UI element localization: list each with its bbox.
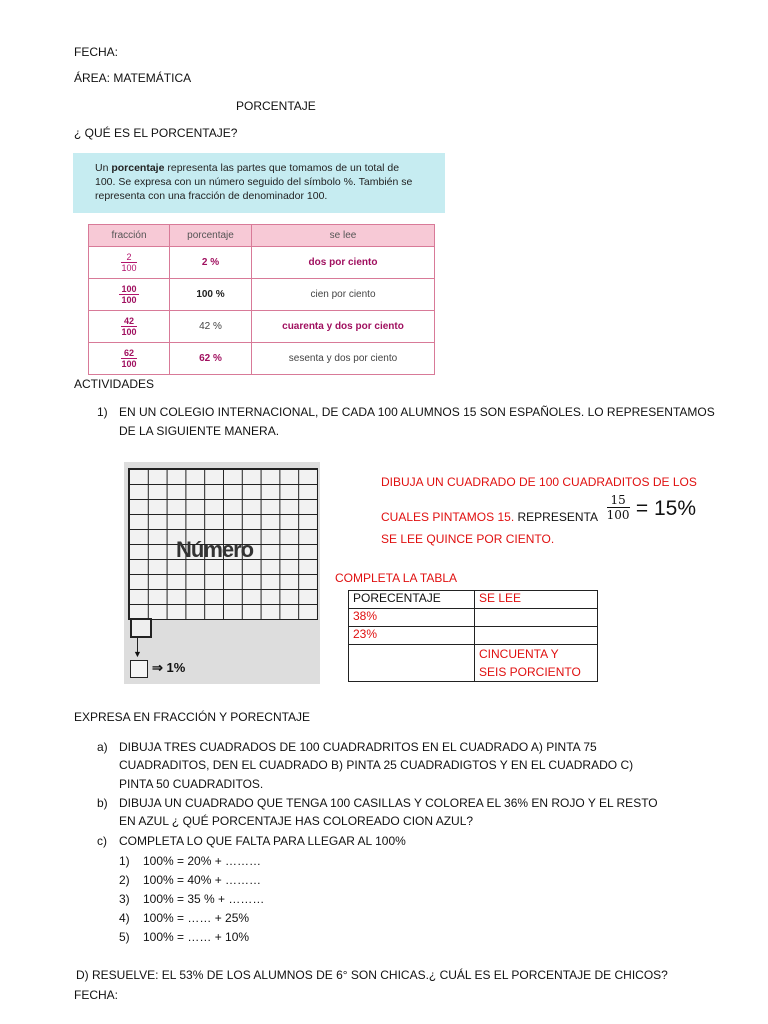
fraction-denominator: 100 xyxy=(121,294,137,305)
grid-overlay-label: Número xyxy=(176,537,254,562)
table-row xyxy=(349,627,598,645)
page-title: PORCENTAJE xyxy=(236,99,316,113)
table-row xyxy=(89,343,435,375)
definition-pre: Un xyxy=(95,162,112,174)
unit-square-icon xyxy=(130,660,148,678)
question-heading: ¿ QUÉ ES EL PORCENTAJE? xyxy=(74,126,238,140)
fraction-cell xyxy=(89,279,170,311)
item1-line2: DE LA SIGUIENTE MANERA. xyxy=(119,424,280,438)
fraction-numerator: 42 xyxy=(121,316,136,327)
read-cell-56 xyxy=(475,645,598,682)
definition-box xyxy=(73,153,445,213)
read-cell: cuarenta y dos por ciento xyxy=(252,311,435,343)
sub-item-text: 100% = 40% + ……… xyxy=(143,873,262,887)
instruction-line3: SE LEE QUINCE POR CIENTO. xyxy=(381,532,555,546)
fecha-label-2: FECHA: xyxy=(74,988,119,1002)
definition-line3: representa con una fracción de denominador 100. xyxy=(95,190,328,202)
area-label: ÁREA: MATEMÁTICA xyxy=(74,71,192,85)
answer-cell[interactable] xyxy=(475,609,598,627)
read-cell: sesenta y dos por ciento xyxy=(252,343,435,375)
percentage-reference-table xyxy=(88,224,435,375)
arrow-head-icon: ▼ xyxy=(133,649,142,659)
pct-cell-38: 38% xyxy=(349,609,475,627)
header-se-lee: SE LEE xyxy=(475,591,598,609)
completa-title: COMPLETA LA TABLA xyxy=(335,571,458,585)
answer-cell[interactable] xyxy=(475,627,598,645)
answer-cell[interactable] xyxy=(349,645,475,682)
item1-number: 1) xyxy=(97,405,108,419)
instruction-line2 xyxy=(381,493,696,522)
sub-item-number: 2) xyxy=(119,873,130,887)
unit-square-highlight xyxy=(130,618,152,638)
table-row xyxy=(89,311,435,343)
actividades-heading: ACTIVIDADES xyxy=(74,377,155,391)
item-b-line1: DIBUJA UN CUADRADO QUE TENGA 100 CASILLAS Y COLOREA EL 36% EN ROJO Y EL RESTO xyxy=(119,796,658,810)
header-se-lee: se lee xyxy=(252,225,435,247)
item-a-line2: CUADRADITOS, DEN EL CUADRADO B) PINTA 25 CUADRADIGTOS Y EN EL CUADRADO C) xyxy=(119,758,634,772)
table-row xyxy=(349,591,598,609)
frac-numerator: 15 xyxy=(607,493,630,508)
instruction-line2-black: REPRESENTA xyxy=(514,510,598,524)
item-a-line3: PINTA 50 CUADRADITOS. xyxy=(119,777,264,791)
expresa-heading: EXPRESA EN FRACCIÓN Y PORECNTAJE xyxy=(74,710,311,724)
fraction-denominator: 100 xyxy=(121,358,137,369)
one-percent-legend: ⇒ 1% xyxy=(152,660,186,675)
read-cell: dos por ciento xyxy=(252,247,435,279)
item-b-line2: EN AZUL ¿ QUÉ PORCENTAJE HAS COLOREADO CION AZUL? xyxy=(119,814,474,828)
table-header-row xyxy=(89,225,435,247)
sub-item-text: 100% = …… + 10% xyxy=(143,930,250,944)
read-cell: cien por ciento xyxy=(252,279,435,311)
percent-cell: 100 % xyxy=(170,279,252,311)
fraction-cell xyxy=(89,311,170,343)
read-line1: CINCUENTA Y xyxy=(479,647,559,661)
fecha-label: FECHA: xyxy=(74,45,119,59)
table-row xyxy=(89,279,435,311)
fraction-numerator: 2 xyxy=(121,252,136,263)
table-row xyxy=(349,645,598,682)
fraction-numerator: 100 xyxy=(121,283,137,294)
table-row xyxy=(349,609,598,627)
percent-cell: 62 % xyxy=(170,343,252,375)
sub-item-text: 100% = 20% + ……… xyxy=(143,854,262,868)
fraction-15-100 xyxy=(607,493,630,522)
complete-table xyxy=(348,590,598,682)
frac-denominator: 100 xyxy=(606,508,630,523)
header-porcentaje: porcentaje xyxy=(170,225,252,247)
hundred-grid-image xyxy=(124,462,320,684)
item-b-label: b) xyxy=(97,796,108,810)
item-c-label: c) xyxy=(97,834,107,848)
fraction-numerator: 62 xyxy=(121,348,136,359)
item-a-line1: DIBUJA TRES CUADRADOS DE 100 CUADRADRITOS EN EL CUADRADO A) PINTA 75 xyxy=(119,740,597,754)
instruction-line1: DIBUJA UN CUADRADO DE 100 CUADRADITOS DE LOS xyxy=(381,475,697,489)
sub-item-text: 100% = …… + 25% xyxy=(143,911,250,925)
table-row xyxy=(89,247,435,279)
instruction-line2-red: CUALES PINTAMOS 15. xyxy=(381,510,515,524)
problem-d: D) RESUELVE: EL 53% DE LOS ALUMNOS DE 6° SON CHICAS.¿ CUÁL ES EL PORCENTAJE DE CHICOS? xyxy=(76,968,668,982)
fraction-denominator: 100 xyxy=(121,326,137,337)
sub-item-number: 1) xyxy=(119,854,130,868)
fraction-cell xyxy=(89,247,170,279)
definition-bold: porcentaje xyxy=(111,162,165,174)
sub-item-number: 4) xyxy=(119,911,130,925)
item1-line1: EN UN COLEGIO INTERNACIONAL, DE CADA 100 ALUMNOS 15 SON ESPAÑOLES. LO REPRESENTAMOS xyxy=(119,405,715,419)
header-fraccion: fracción xyxy=(89,225,170,247)
sub-item-text: 100% = 35 % + ……… xyxy=(143,892,265,906)
definition-line1: representa las partes que tomamos de un total de xyxy=(164,162,400,174)
fraction-cell xyxy=(89,343,170,375)
sub-item-number: 3) xyxy=(119,892,130,906)
header-porcentaje: PORECENTAJE xyxy=(349,591,475,609)
read-line2: SEIS PORCIENTO xyxy=(479,665,581,679)
pct-cell-23: 23% xyxy=(349,627,475,645)
equals-15-percent: = 15% xyxy=(635,497,697,520)
item-a-label: a) xyxy=(97,740,108,754)
fraction-denominator: 100 xyxy=(121,262,137,273)
item-c-line1: COMPLETA LO QUE FALTA PARA LLEGAR AL 100% xyxy=(119,834,406,848)
percent-cell: 42 % xyxy=(170,311,252,343)
percent-cell: 2 % xyxy=(170,247,252,279)
definition-line2: 100. Se expresa con un número seguido del símbolo %. También se xyxy=(95,176,413,188)
sub-item-number: 5) xyxy=(119,930,130,944)
